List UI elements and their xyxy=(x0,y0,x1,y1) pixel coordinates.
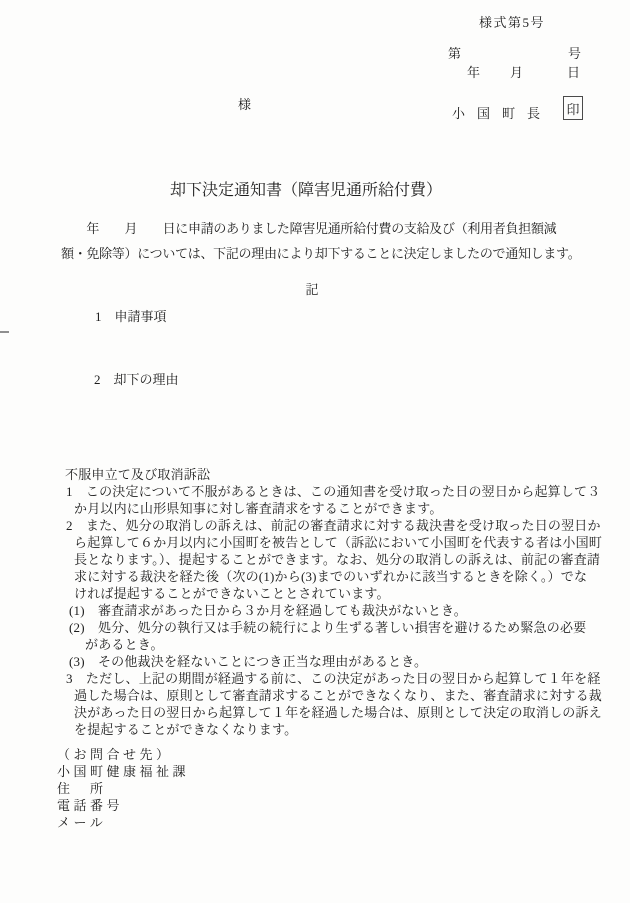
appeal-line: を提起することができなくなります。 xyxy=(74,722,298,737)
contact-email-label: メール xyxy=(57,815,107,830)
appeal-line: 求に対する裁決を経た後（次の(1)から(3)までのいずれかに該当するときを除く。）でな xyxy=(74,569,588,584)
form-number-label: 様式第5号 xyxy=(479,15,546,30)
intro-line: 額・免除等）については、下記の理由により却下することに決定しましたので通知します。 xyxy=(61,246,581,261)
contact-heading: （お問合せ先） xyxy=(57,747,173,762)
contact-address-label: 住 所 xyxy=(57,781,107,796)
appeal-line: か月以内に山形県知事に対し審査請求をすることができます。 xyxy=(74,501,443,516)
appeal-line: ければ提起することができないこととされています。 xyxy=(74,586,390,601)
seal-stamp-label: 印 xyxy=(566,101,580,117)
issue-number-prefix: 第 xyxy=(448,46,462,61)
appeal-line: (1) 審査請求があった日から３か月を経過しても裁決がないとき。 xyxy=(69,603,467,618)
date-month-label: 月 xyxy=(510,65,524,80)
mayor-title: 小国町長 xyxy=(452,106,553,121)
left-margin-mark xyxy=(0,331,9,333)
appeal-line: ら起算して６か月以内に小国町を被告として（訴訟において小国町を代表する者は小国町 xyxy=(74,535,603,550)
appeal-line: 過した場合は、原則として審査請求することができなくなり、また、審査請求に対する裁 xyxy=(74,688,603,703)
appeal-line: 長となります。）、提起することができます。なお、処分の取消しの訴えは、前記の審査請 xyxy=(74,552,601,567)
contact-section xyxy=(57,746,189,831)
intro-line: 年 月 日に申請のありました障害児通所給付費の支給及び（利用者負担額減 xyxy=(61,221,557,236)
contact-department: 小国町健康福祉課 xyxy=(57,764,190,779)
appeal-line: (2) 処分、処分の執行又は手続の続行により生ずる著しい損害を避けるため緊急の必要 xyxy=(69,620,587,635)
date-day-label: 日 xyxy=(567,65,581,80)
item-rejection-reason: 2 却下の理由 xyxy=(94,372,179,387)
appeal-line: があるとき。 xyxy=(85,637,164,652)
appeal-line: 1 この決定について不服があるときは、この通知書を受け取った日の翌日から起算して３ xyxy=(66,484,601,499)
ki-separator: 記 xyxy=(305,282,319,297)
intro-paragraph xyxy=(61,216,580,266)
issue-number-suffix: 号 xyxy=(568,46,582,61)
seal-box xyxy=(563,96,583,120)
appeal-line: 決があった日の翌日から起算して１年を経過した場合は、原則として決定の取消しの訴え xyxy=(74,705,602,720)
appeal-section xyxy=(0,466,602,738)
contact-phone-label: 電話番号 xyxy=(57,798,124,813)
item-application-matters: 1 申請事項 xyxy=(95,309,167,324)
appeal-line: 2 また、処分の取消しの訴えは、前記の審査請求に対する裁決書を受け取った日の翌日か xyxy=(66,518,601,533)
appeal-heading: 不服申立て及び取消訴訟 xyxy=(65,467,211,482)
addressee-honorific: 様 xyxy=(238,97,252,112)
document-title: 却下決定通知書（障害児通所給付費） xyxy=(170,182,443,199)
appeal-line: (3) その他裁決を経ないことにつき正当な理由があるとき。 xyxy=(69,654,428,669)
appeal-line: 3 ただし、上記の期間が経過する前に、この決定があった日の翌日から起算して１年を経 xyxy=(66,671,601,686)
date-year-label: 年 xyxy=(467,65,481,80)
